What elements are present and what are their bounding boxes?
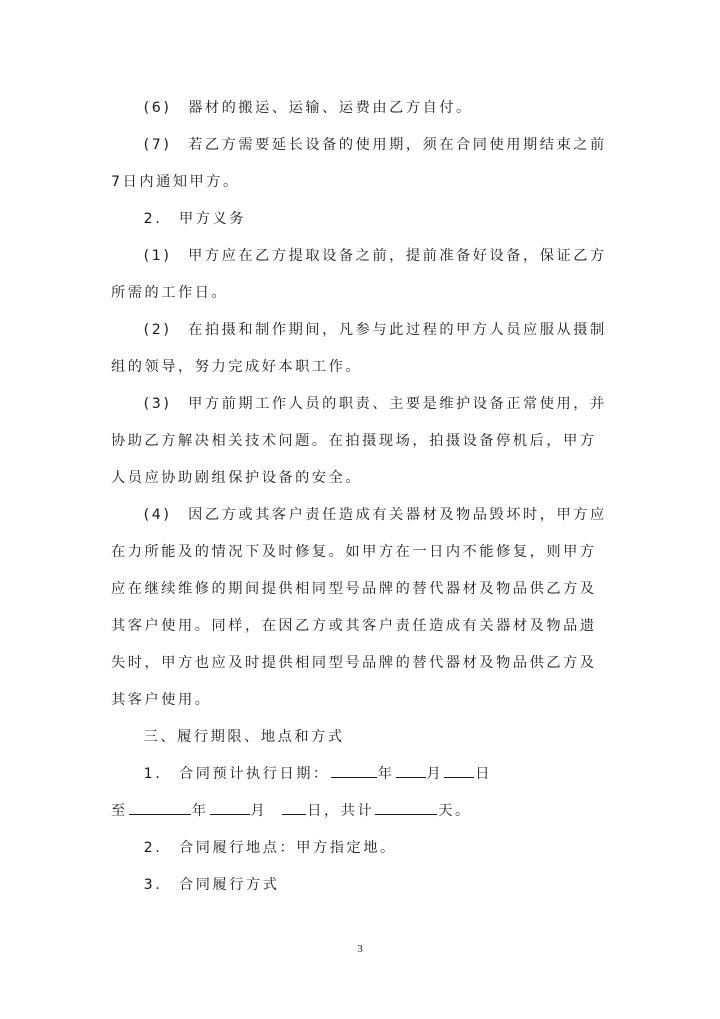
start-month-blank [396,762,426,778]
end-year-unit: 年 [191,803,209,819]
total-prefix: 日，共计 [307,803,375,819]
execution-end-line [111,793,610,830]
start-day-unit: 日 [475,766,492,782]
start-year-blank [331,762,377,778]
contract-body [111,90,610,904]
end-month-unit: 月 [250,803,268,819]
start-year-unit: 年 [377,766,395,782]
clause-6: (6) 器材的搬运、运输、运费由乙方自付。 [143,100,473,116]
obligation-4: (4) 因乙方或其客户责任造成有关器材及物品毁坏时，甲方应在力所能及的情况下及时修复。如甲方在一日内不能修复，则甲方应在继续维修的期间提供相同型号品牌的替代器材及物品供乙方及其客户使用。同样，在因乙方或其客户责任造成有关器材及物品遗失时，甲方也应及时提供相同型号品牌的替代器材及物品供乙方及其客户使用。 [111,507,607,708]
clause-7: (7) 若乙方需要延长设备的使用期，须在合同使用期结束之前7日内通知甲方。 [111,137,607,190]
execution-date-prefix: 1. 合同预计执行日期： [143,766,330,782]
end-year-blank [129,799,191,815]
to-label: 至 [111,803,128,819]
start-month-unit: 月 [426,766,444,782]
end-month-blank [210,799,250,815]
section-heading-party-a-obligations: 2. 甲方义务 [143,211,247,227]
obligation-2: (2) 在拍摄和制作期间，凡参与此过程的甲方人员应服从摄制组的领导，努力完成好本职工作。 [111,322,607,375]
obligation-1: (1) 甲方应在乙方提取设备之前，提前准备好设备，保证乙方所需的工作日。 [111,248,607,301]
performance-location: 2. 合同履行地点：甲方指定地。 [143,840,397,856]
total-days-blank [375,799,437,815]
section-heading-performance: 三、履行期限、地点和方式 [143,729,345,745]
execution-date-line [111,756,610,793]
total-suffix: 天。 [438,803,472,819]
end-day-blank [282,799,306,815]
page-number: 3 [357,943,363,955]
start-day-blank [444,762,474,778]
performance-method: 3. 合同履行方式 [143,877,280,893]
obligation-3: (3) 甲方前期工作人员的职责、主要是维护设备正常使用，并协助乙方解决相关技术问题。在拍摄现场，拍摄设备停机后，甲方人员应协助剧组保护设备的安全。 [111,396,607,486]
